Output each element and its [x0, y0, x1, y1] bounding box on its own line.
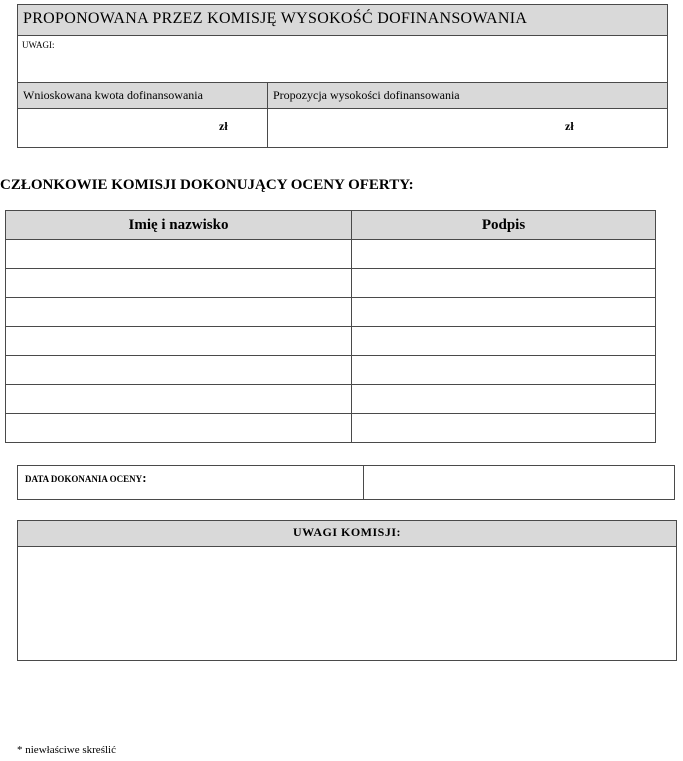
member-name-cell[interactable]	[6, 356, 352, 385]
members-table-header	[6, 211, 656, 240]
table-row	[6, 298, 656, 327]
table-row	[6, 356, 656, 385]
evaluation-date-label: DATA DOKONANIA OCENY	[25, 474, 143, 484]
table-row	[6, 327, 656, 356]
evaluation-date-colon: :	[142, 470, 147, 485]
committee-remarks-title: UWAGI KOMISJI:	[17, 520, 677, 547]
requested-amount-field[interactable]	[17, 108, 268, 148]
committee-remarks-field[interactable]	[17, 546, 677, 661]
member-name-cell[interactable]	[6, 327, 352, 356]
column-header-signature: Podpis	[352, 211, 656, 240]
funding-remarks-label: UWAGI:	[22, 40, 55, 50]
table-row	[6, 385, 656, 414]
proposed-amount-label: Propozycja wysokości dofinansowania	[267, 82, 668, 109]
member-signature-cell[interactable]	[352, 385, 656, 414]
member-signature-cell[interactable]	[352, 269, 656, 298]
evaluation-date-field[interactable]	[363, 465, 675, 500]
table-row	[6, 414, 656, 443]
funding-section-title: PROPONOWANA PRZEZ KOMISJĘ WYSOKOŚĆ DOFINANSOWANIA	[17, 4, 668, 36]
proposed-amount-field[interactable]	[267, 108, 668, 148]
table-row	[6, 240, 656, 269]
member-name-cell[interactable]	[6, 385, 352, 414]
member-signature-cell[interactable]	[352, 240, 656, 269]
member-name-cell[interactable]	[6, 414, 352, 443]
member-signature-cell[interactable]	[352, 356, 656, 385]
proposed-currency-label: zł	[565, 119, 574, 133]
column-header-name: Imię i nazwisko	[6, 211, 352, 240]
member-signature-cell[interactable]	[352, 414, 656, 443]
evaluation-date-label-cell	[17, 465, 364, 500]
requested-amount-label: Wnioskowana kwota dofinansowania	[17, 82, 268, 109]
member-name-cell[interactable]	[6, 298, 352, 327]
funding-remarks-field[interactable]	[17, 35, 668, 83]
member-signature-cell[interactable]	[352, 327, 656, 356]
members-heading: CZŁONKOWIE KOMISJI DOKONUJĄCY OCENY OFERTY:	[0, 177, 414, 193]
table-row	[6, 269, 656, 298]
member-name-cell[interactable]	[6, 240, 352, 269]
members-table	[5, 210, 656, 443]
member-signature-cell[interactable]	[352, 298, 656, 327]
footnote: * niewłaściwe skreślić	[17, 744, 116, 756]
member-name-cell[interactable]	[6, 269, 352, 298]
requested-currency-label: zł	[219, 119, 228, 133]
